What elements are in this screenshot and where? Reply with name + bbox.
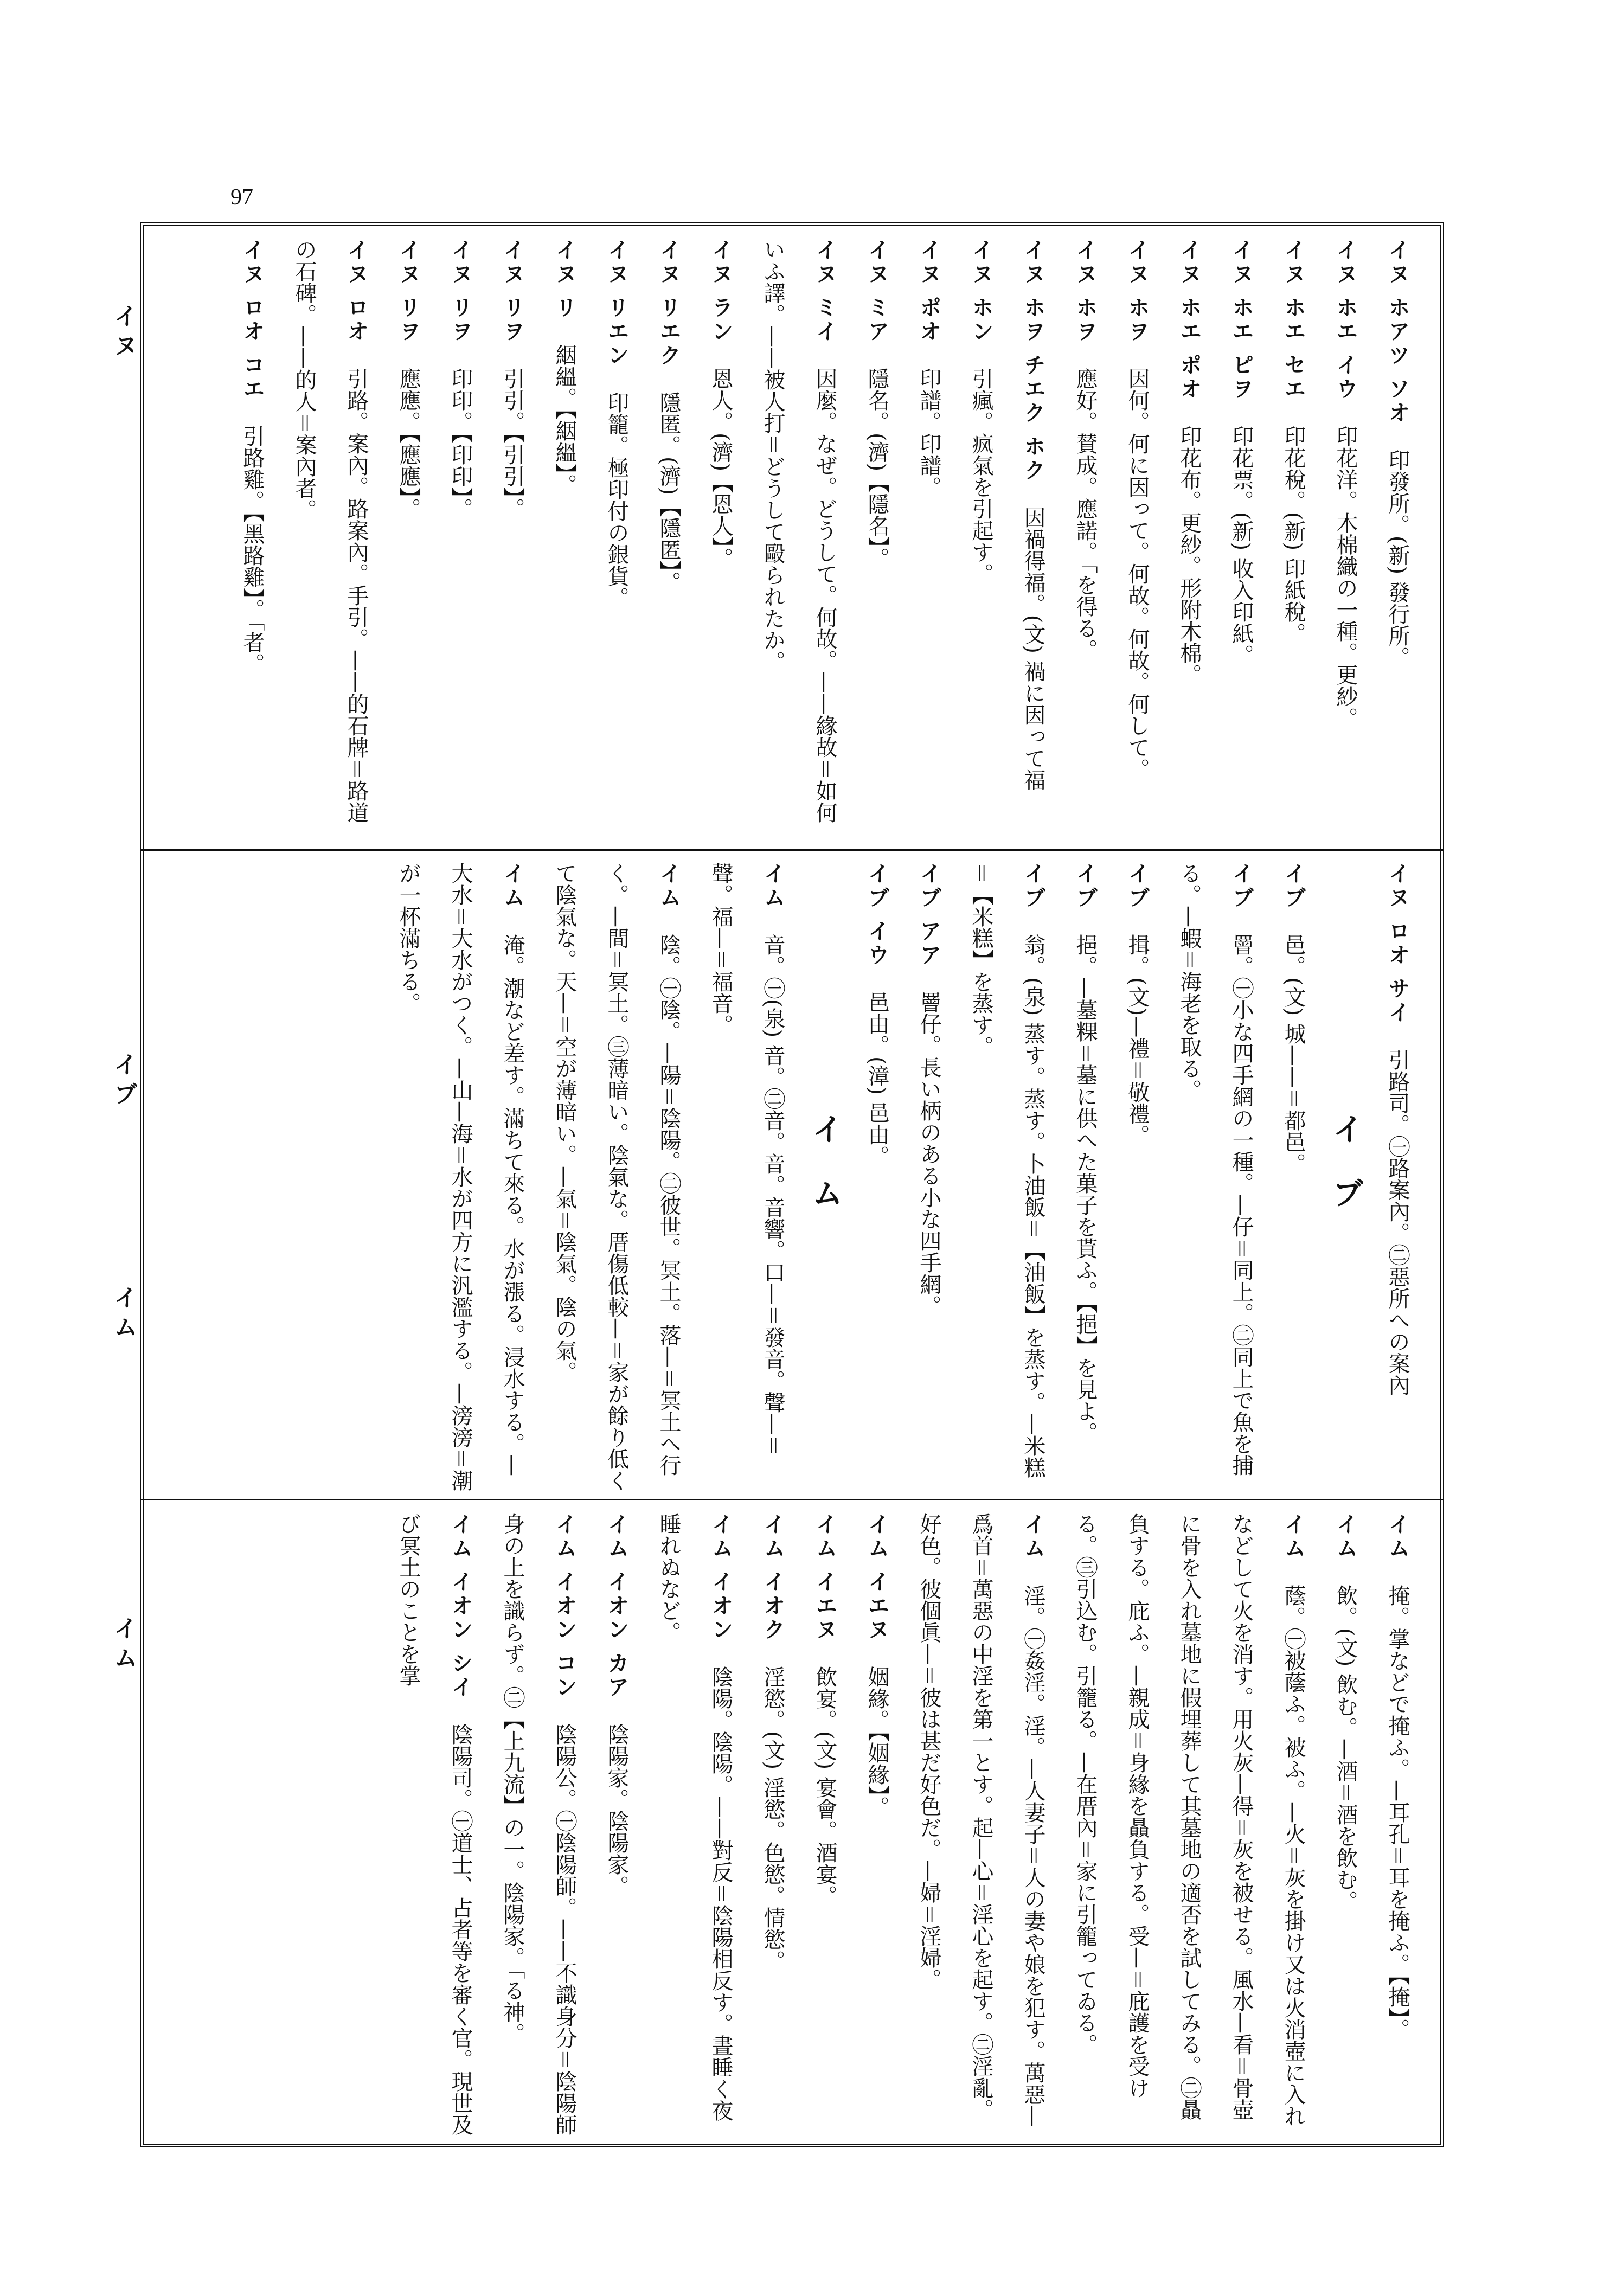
entry-definition: 引路。案內。路案內。手引。——的石牌＝路道の石碑。——的人＝案內者。 bbox=[292, 239, 369, 823]
section-divider-1 bbox=[140, 849, 1444, 851]
section-heading-heading2: イム bbox=[806, 1113, 843, 1241]
dictionary-entry bbox=[1371, 862, 1423, 1491]
entry-definition: 罾仔。長い柄のある小な四手網。 bbox=[916, 991, 941, 1317]
entry-headword: イム イオク bbox=[760, 1513, 786, 1642]
entry-definition: 淫慾。(文) 淫慾。色慾。情慾。 bbox=[760, 1665, 785, 1972]
dictionary-entry bbox=[538, 239, 591, 841]
entry-headword: イブ bbox=[1281, 862, 1306, 910]
entry-headword: イム イオン bbox=[708, 1513, 734, 1642]
dictionary-entry bbox=[695, 862, 799, 1491]
entry-definition: 淫。㊀姦淫。淫。—人妻子＝人の妻や娘を犯す。萬惡—爲首＝萬惡の中淫を第一とす。起—心＝淫心を起す。㊁淫亂。好色。彼個眞—＝彼は甚だ好色だ。—婦＝淫婦。 bbox=[916, 1513, 1045, 2127]
entry-headword: イヌ ホヲ チエク ホク bbox=[1021, 239, 1046, 483]
dictionary-entry bbox=[903, 1513, 1059, 2137]
entry-headword: イム bbox=[1021, 1513, 1046, 1561]
entry-headword: イヌ ポオ bbox=[916, 239, 942, 344]
dictionary-entry bbox=[486, 1513, 591, 2137]
entry-headword: イヌ ホエ ピヲ bbox=[1229, 239, 1254, 401]
entry-headword: イヌ ロオ bbox=[344, 239, 369, 344]
entry-definition: 姻緣。【姻緣】。 bbox=[864, 1665, 889, 1818]
dictionary-entry bbox=[643, 1513, 747, 2137]
entry-headword: イヌ ホエ イウ bbox=[1333, 239, 1358, 401]
dictionary-entry bbox=[643, 239, 695, 841]
entry-definition: 隱名。(濟)【隱名】。 bbox=[864, 367, 889, 569]
dictionary-entry bbox=[903, 239, 955, 841]
dictionary-entry bbox=[851, 1513, 903, 2137]
entry-definition: 邑。(文) 城——＝都邑。 bbox=[1281, 934, 1306, 1175]
entry-definition: 罾。㊀小な四手網の一種。—仔＝同上。㊁同上で魚を捕る。—蝦＝海老を取る。 bbox=[1177, 862, 1254, 1476]
dictionary-entry bbox=[1319, 1513, 1371, 2137]
dictionary-entry bbox=[747, 1513, 799, 2137]
entry-headword: イヌ ホヲ bbox=[1125, 239, 1150, 344]
entry-definition: 因麼。なぜ。どうして。何故。——緣故＝如何いふ譯。——被人打＝どうして毆られたか。 bbox=[760, 239, 837, 823]
dictionary-entry bbox=[695, 239, 747, 841]
dictionary-entry bbox=[1371, 239, 1423, 841]
entry-definition: 引瘋。疯氣を引起す。 bbox=[968, 367, 993, 585]
entry-headword: イム イオン カア bbox=[604, 1513, 630, 1699]
dictionary-entry bbox=[1215, 239, 1267, 841]
entry-headword: イム bbox=[1385, 1513, 1410, 1561]
section-2 bbox=[163, 862, 1423, 1491]
dictionary-entry bbox=[1111, 239, 1163, 841]
margin-tab-imu-2: イム bbox=[110, 1616, 137, 1675]
entry-headword: イヌ ホアツ ソオ bbox=[1385, 239, 1410, 425]
dictionary-entry bbox=[226, 239, 278, 841]
entry-headword: イヌ リヲ bbox=[396, 239, 421, 344]
entry-definition: 陰陽司。㊀道士、占者等を審く官。現世及び冥土のことを掌 bbox=[396, 1513, 473, 2135]
entry-definition: 飲宴。(文) 宴會。酒宴。 bbox=[812, 1665, 837, 1907]
entry-definition: 印花票。(新) 收入印紙。 bbox=[1229, 425, 1254, 666]
entry-definition: 印印。【印印】。 bbox=[448, 367, 473, 520]
entry-headword: イヌ ロオ サイ bbox=[1385, 862, 1410, 1025]
entry-headword: イム イエヌ bbox=[864, 1513, 890, 1642]
entry-headword: イヌ リエク bbox=[656, 239, 682, 368]
entry-headword: イヌ ミイ bbox=[812, 239, 838, 344]
entry-definition: 陰陽家。陰陽家。 bbox=[604, 1723, 629, 1897]
entry-headword: イム bbox=[1333, 1513, 1358, 1561]
entry-headword: イブ アア bbox=[916, 862, 942, 967]
entry-definition: 翁。(泉) 蒸す。蒸す。卜油飯＝【油飯】を蒸す。—米糕＝【米糕】を蒸す。 bbox=[968, 862, 1045, 1478]
dictionary-entry bbox=[382, 239, 434, 841]
dictionary-entry bbox=[1371, 1513, 1423, 2137]
entry-definition: 因禍得福。(文) 禍に因って福 bbox=[1021, 506, 1045, 791]
dictionary-entry bbox=[591, 239, 643, 841]
dictionary-entry bbox=[955, 239, 1007, 841]
entry-headword: イヌ ホエ セエ bbox=[1281, 239, 1306, 401]
dictionary-entry bbox=[434, 239, 486, 841]
entry-definition: 揖。(文)—禮＝敬禮。 bbox=[1125, 934, 1150, 1146]
entry-definition: 音。㊀(泉) 音。㊁音。音。音響。口—＝發音。聲—＝聲。福—＝福音。 bbox=[708, 862, 785, 1457]
entry-definition: 印花稅。(新) 印紙稅。 bbox=[1281, 425, 1306, 644]
dictionary-entry bbox=[955, 862, 1059, 1491]
entry-definition: 陰陽。陰陽。——對反＝陰陽相反す。晝睡く夜睡れぬなど。 bbox=[656, 1513, 733, 2121]
dictionary-entry bbox=[1163, 862, 1267, 1491]
dictionary-entry bbox=[851, 862, 903, 1491]
entry-definition: 飲。(文) 飲む。—酒＝酒を飲む。 bbox=[1333, 1585, 1358, 1912]
dictionary-entry bbox=[1111, 862, 1163, 1491]
entry-definition: 印花洋。木棉織の一種。更紗。 bbox=[1333, 425, 1358, 729]
entry-headword: イム イオン シイ bbox=[448, 1513, 473, 1699]
entry-headword: イヌ ホン bbox=[968, 239, 994, 344]
dictionary-entry bbox=[1267, 862, 1319, 1491]
dictionary-entry bbox=[486, 239, 538, 841]
entry-headword: イム bbox=[1281, 1513, 1306, 1561]
entry-definition: 邑由。(漳) 邑由。 bbox=[864, 991, 889, 1167]
entry-headword: イム bbox=[760, 862, 786, 910]
dictionary-entry bbox=[799, 1513, 851, 2137]
entry-headword: イヌ ラン bbox=[708, 239, 734, 344]
entry-definition: 陰陽公。㊀陰陽師。——不識身分＝陰陽師身の上を識らず。㊁【上九流】の一。陰陽家。「る神。 bbox=[500, 1513, 577, 2135]
entry-headword: イム イオン コン bbox=[552, 1513, 578, 1699]
entry-definition: 淹。潮など差す。滿ちて來る。水が漲る。浸水する。—大水＝大水がつく。—山—海＝水が四方に汎濫する。—滂滂＝潮が一杯滿ちる。 bbox=[396, 862, 525, 1491]
dictionary-entry bbox=[851, 239, 903, 841]
margin-tab-imu-1: イム bbox=[110, 1285, 137, 1344]
entry-headword: イム bbox=[500, 862, 525, 910]
dictionary-entry bbox=[1163, 239, 1215, 841]
section-divider-2 bbox=[140, 1499, 1444, 1500]
entry-definition: 陰。㊀陰。—陽＝陰陽。㊁彼世。冥土。落—＝冥土へ行く。—間＝冥土。㊂薄暗い。陰氣な。厝傷低較—＝家が餘り低くて陰氣な。天—＝空が薄暗い。—氣＝陰氣。陰の氣。 bbox=[552, 862, 681, 1491]
dictionary-entry bbox=[591, 1513, 643, 2137]
entry-definition: 引路雞。【黑路雞】。「者。 bbox=[240, 425, 265, 675]
dictionary-entry bbox=[1319, 239, 1371, 841]
entry-definition: 引路司。㊀路案內。㊁惡所への案內 bbox=[1385, 1048, 1410, 1396]
entry-definition: 印發所。(新) 發行所。 bbox=[1385, 448, 1410, 668]
entry-headword: イヌ ホヲ bbox=[1073, 239, 1098, 344]
entry-definition: 隱匿。(濟)【隱匿】。 bbox=[656, 391, 681, 593]
entry-headword: イム イエヌ bbox=[812, 1513, 838, 1642]
entry-headword: イブ bbox=[1229, 862, 1254, 910]
entry-headword: イブ bbox=[1125, 862, 1150, 910]
dictionary-entry bbox=[382, 1513, 486, 2137]
entry-headword: イヌ リエン bbox=[604, 239, 630, 368]
dictionary-entry bbox=[1059, 1513, 1319, 2137]
entry-definition: 印譜。印譜。 bbox=[916, 367, 941, 498]
entry-headword: イブ bbox=[1021, 862, 1046, 910]
dictionary-entry bbox=[278, 239, 382, 841]
entry-headword: イヌ リヲ bbox=[448, 239, 473, 344]
entry-definition: 應應。【應應】。 bbox=[396, 367, 421, 520]
entry-headword: イブ bbox=[1073, 862, 1098, 910]
dictionary-entry bbox=[747, 239, 851, 841]
entry-definition: 印花布。更紗。形附木棉。 bbox=[1177, 425, 1202, 685]
page-number: 97 bbox=[230, 185, 253, 210]
margin-tab-inu: イヌ bbox=[110, 304, 137, 362]
section-3 bbox=[163, 1513, 1423, 2137]
section-heading-heading: イブ bbox=[1327, 1113, 1364, 1241]
entry-definition: 恩人。(濟)【恩人】。 bbox=[708, 367, 733, 569]
entry-definition: 印籠。極印付の銀貨。 bbox=[604, 391, 629, 608]
dictionary-entry bbox=[1267, 239, 1319, 841]
entry-headword: イム bbox=[656, 862, 682, 910]
entry-definition: 引引。【引引】。 bbox=[500, 367, 525, 520]
entry-definition: 因何。何に因って。何故。何故。何して。 bbox=[1125, 367, 1150, 780]
entry-headword: イヌ ホエ ポオ bbox=[1177, 239, 1202, 401]
entry-headword: イブ イウ bbox=[864, 862, 890, 967]
entry-definition: 蔭。㊀被蔭ふ。被ふ。—火＝灰を掛け又は火消壺に入れなどして火を消す。用火灰—得＝灰を被せる。風水—看＝骨壺に骨を入れ墓地に假埋葬して其墓地の適否を試してみる。㊁贔負する。庇ふ。—親成＝身緣を贔負する。受—＝庇護を受ける。㊂引込む。引籠る。—在厝內＝家に引籠ってゐる。 bbox=[1073, 1513, 1306, 2127]
dictionary-entry bbox=[382, 862, 538, 1491]
entry-headword: イヌ リヲ bbox=[500, 239, 525, 344]
entry-headword: イヌ ミア bbox=[864, 239, 890, 344]
dictionary-entry bbox=[903, 862, 955, 1491]
entry-definition: 絪縕。【絪縕】。 bbox=[552, 343, 577, 496]
entry-definition: 挹。—墓粿＝墓に供へた菓子を貰ふ。【挹】を見よ。 bbox=[1073, 934, 1098, 1444]
dictionary-entry bbox=[1007, 239, 1059, 841]
entry-definition: 掩。掌などで掩ふ。—耳孔＝耳を掩ふ。【掩】。 bbox=[1385, 1585, 1410, 2040]
margin-tab-ibu: イブ bbox=[110, 1052, 137, 1111]
dictionary-entry bbox=[1059, 862, 1111, 1491]
entry-definition: 應好。賛成。應諾。「を得る。 bbox=[1073, 367, 1098, 660]
entry-headword: イヌ リ bbox=[552, 239, 578, 320]
dictionary-entry bbox=[1059, 239, 1111, 841]
entry-headword: イヌ ロオ コエ bbox=[240, 239, 265, 401]
dictionary-entry bbox=[538, 862, 695, 1491]
section-1 bbox=[163, 239, 1423, 841]
